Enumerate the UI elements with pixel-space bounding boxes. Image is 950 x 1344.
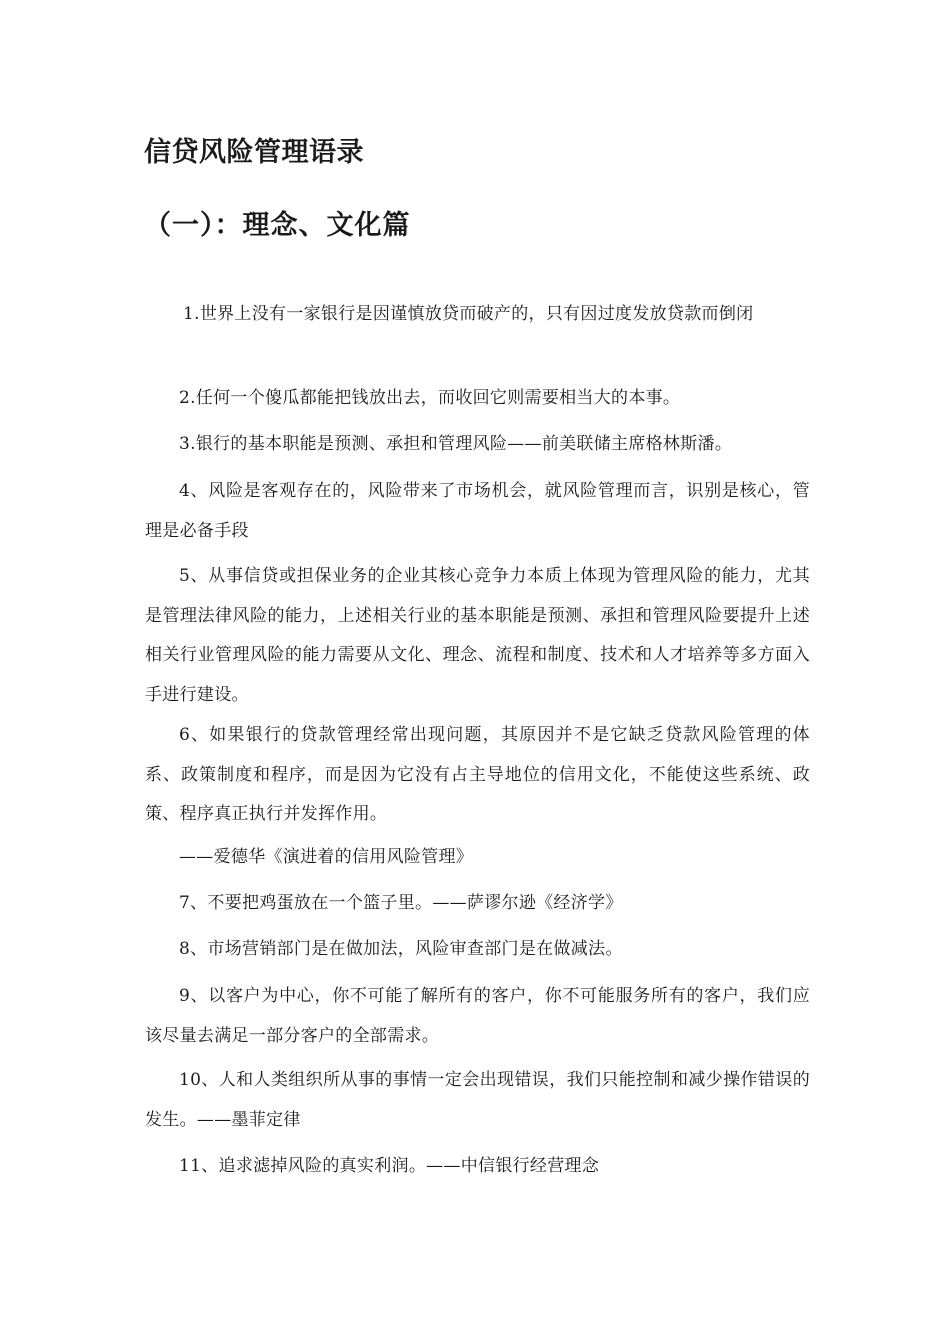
quote-paragraph-7: 7、不要把鸡蛋放在一个篮子里。——萨谬尔逊《经济学》 xyxy=(179,893,623,913)
quote-paragraph-5: 5、从事信贷或担保业务的企业其核心竞争力本质上体现为管理风险的能力，尤其是管理法律风险的能力，上述相关行业的基本职能是预测、承担和管理风险要提升上述相关行业管理风险的能力需要从文化、理念、流程和制度、技术和人才培养等多方面入手进行建设。 xyxy=(145,566,810,705)
quote-paragraph-6: 6、如果银行的贷款管理经常出现问题，其原因并不是它缺乏贷款风险管理的体系、政策制度和程序，而是因为它没有占主导地位的信用文化，不能使这些系统、政策、程序真正执行并发挥作用。 xyxy=(145,725,810,824)
document-title: 信贷风险管理语录 xyxy=(144,137,364,168)
quote-paragraph-10: 10、人和人类组织所从事的事情一定会出现错误，我们只能控制和减少操作错误的发生。——墨菲定律 xyxy=(145,1070,810,1130)
quote-attribution: ——爱德华《演进着的信用风险管理》 xyxy=(179,847,474,867)
quote-paragraph-1: 1.世界上没有一家银行是因谨慎放贷而破产的，只有因过度发放贷款而倒闭 xyxy=(183,304,754,324)
quote-paragraph-2: 2.任何一个傻瓜都能把钱放出去，而收回它则需要相当大的本事。 xyxy=(179,388,681,408)
quote-paragraph-9: 9、以客户为中心，你不可能了解所有的客户，你不可能服务所有的客户，我们应该尽量去满足一部分客户的全部需求。 xyxy=(145,986,810,1046)
quote-paragraph-11: 11、追求滤掉风险的真实利润。——中信银行经营理念 xyxy=(179,1156,600,1176)
section-subtitle: （一）：理念、文化篇 xyxy=(144,210,411,241)
quote-paragraph-8: 8、市场营销部门是在做加法，风险审查部门是在做减法。 xyxy=(179,939,623,959)
quote-paragraph-3: 3.银行的基本职能是预测、承担和管理风险——前美联储主席格林斯潘。 xyxy=(179,434,733,454)
quote-paragraph-4: 4、风险是客观存在的，风险带来了市场机会，就风险管理而言，识别是核心，管理是必备手段 xyxy=(145,481,810,541)
